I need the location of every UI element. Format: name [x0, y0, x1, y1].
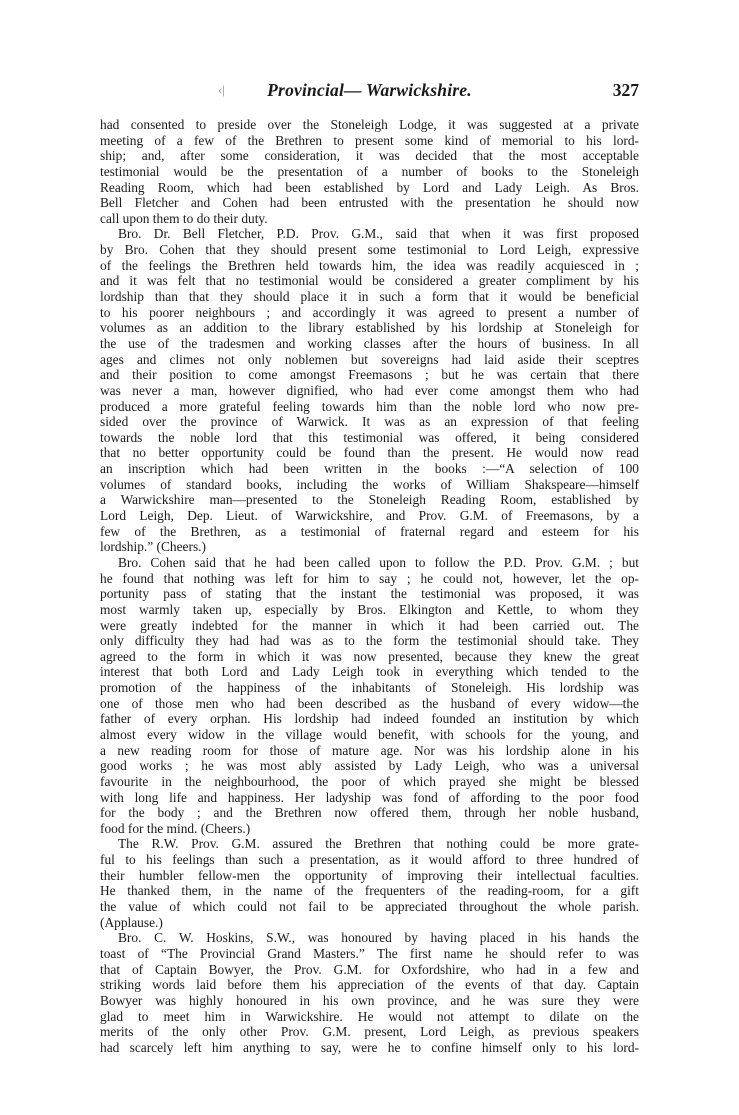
text-line: most warmly taken up, especially by Bros. Elkington and Kettle, to whom they [100, 601, 639, 617]
text-line: lordship than that they should place it in such a form that it would be beneficial [100, 289, 639, 305]
text-line: few of the Brethren, as a testimonial of fraternal regard and esteem for his [100, 523, 639, 539]
text-line: the use of the tradesmen and working classes after the hours of business. In all [100, 335, 639, 351]
text-line: by Bro. Cohen that they should present some testimonial to Lord Leigh, expressive [100, 242, 639, 258]
margin-mark: ‹| [218, 82, 225, 97]
text-line: with long life and happiness. Her ladyship was fond of affording to the poor food [100, 789, 639, 805]
text-line: he found that nothing was left for him to say ; he could not, however, let the op- [100, 570, 639, 586]
running-header [100, 80, 639, 102]
text-line: their humbler fellow-men the opportunity of improving their intellectual faculties. [100, 867, 639, 883]
text-line: produced a more grateful feeling towards him than the noble lord who now pre- [100, 398, 639, 414]
text-line: The R.W. Prov. G.M. assured the Brethren that nothing could be more grate- [118, 836, 639, 852]
text-line: agreed to the form in which it was now presented, because they knew the great [100, 648, 639, 664]
text-line: striking words laid before them his appreciation of the events of that day. Captain [100, 977, 639, 993]
text-line: volumes of standard books, including the works of William Shakspeare—himself [100, 476, 639, 492]
text-line: ages and climes not only noblemen but sovereigns had laid aside their sceptres [100, 351, 639, 367]
text-line: promotion of the happiness of the inhabitants of Stoneleigh. His lordship was [100, 680, 639, 696]
text-line: lordship.” (Cheers.) [100, 539, 206, 555]
text-line: Bowyer was highly honoured in his own province, and he was sure they were [100, 992, 639, 1008]
text-line: to his poorer neighbours ; and accordingly it was agreed to present a number of [100, 304, 639, 320]
text-line: was never a man, however dignified, who had ever come amongst them who had [100, 382, 639, 398]
text-line: toast of “The Provincial Grand Masters.” The first name he should refer to was [100, 945, 639, 961]
text-line: Lord Leigh, Dep. Lieut. of Warwickshire, and Prov. G.M. of Freemasons, by a [100, 508, 639, 524]
text-line: merits of the only other Prov. G.M. present, Lord Leigh, as previous speakers [100, 1024, 639, 1040]
text-line: the value of which could not fail to be appreciated throughout the whole parish. [100, 899, 639, 915]
text-line: He thanked them, in the name of the frequenters of the reading-room, for a gift [100, 883, 639, 899]
text-line: Bro. Cohen said that he had been called upon to follow the P.D. Prov. G.M. ; but [118, 554, 639, 570]
text-line: testimonial would be the presentation of a number of books to the Stoneleigh [100, 163, 639, 179]
text-line: favourite in the neighbourhood, the poor of which prayed she might be blessed [100, 773, 639, 789]
text-line: Reading Room, which had been established by Lord and Lady Leigh. As Bros. [100, 179, 639, 195]
text-line: an inscription which had been written in the books :—“A selection of 100 [100, 461, 639, 477]
text-line: had scarcely left him anything to say, were he to confine himself only to his lord- [100, 1039, 639, 1055]
text-line: that no better opportunity could be found than the present. He would now read [100, 445, 639, 461]
text-line: that of Captain Bowyer, the Prov. G.M. for Oxfordshire, who had in a few and [100, 961, 639, 977]
text-line: only difficulty they had had was as to the form the testimonial should take. They [100, 633, 639, 649]
text-line: ship; and, after some consideration, it was decided that the most acceptable [100, 148, 639, 164]
text-line: one of those men who had been described as the husband of every widow—the [100, 695, 639, 711]
text-line: call upon them to do their duty. [100, 210, 268, 226]
text-line: sided over the province of Warwick. It was as an expression of that feeling [100, 414, 639, 430]
text-line: father of every orphan. His lordship had indeed founded an institution by which [100, 711, 639, 727]
text-line: good works ; he was most ably assisted by Lady Leigh, who was a universal [100, 758, 639, 774]
text-line: portunity pass of stating that the instant the testimonial was proposed, it was [100, 586, 639, 602]
text-line: glad to meet him in Warwickshire. He would not attempt to dilate on the [100, 1008, 639, 1024]
page-number: 327 [612, 80, 639, 100]
text-line: (Applause.) [100, 914, 163, 930]
article-body [100, 117, 639, 1055]
text-line: ful to his feelings than such a presentation, as it would afford to three hundred of [100, 852, 639, 868]
text-line: Bro. Dr. Bell Fletcher, P.D. Prov. G.M., said that when it was first proposed [118, 226, 639, 242]
text-line: for the body ; and the Brethren now offered them, through her noble husband, [100, 805, 639, 821]
text-line: almost every widow in the village would benefit, with schools for the young, and [100, 726, 639, 742]
text-line: meeting of a few of the Brethren to present some kind of memorial to his lord- [100, 132, 639, 148]
text-line: of the feelings the Brethren held towards him, the idea was readily acquiesced in ; [100, 257, 639, 273]
text-line: a new reading room for those of mature age. Nor was his lordship alone in his [100, 742, 639, 758]
text-line: had consented to preside over the Stoneleigh Lodge, it was suggested at a private [100, 117, 639, 132]
text-line: Bro. C. W. Hoskins, S.W., was honoured by having placed in his hands the [118, 930, 639, 946]
text-line: and it was felt that no testimonial would be considered a greater compliment by his [100, 273, 639, 289]
text-line: interest that both Lord and Lady Leigh took in everything which tended to the [100, 664, 639, 680]
text-line: and their position to come amongst Freemasons ; but he was certain that there [100, 367, 639, 383]
text-line: towards the noble lord that this testimonial was offered, it being considered [100, 429, 639, 445]
running-title: Provincial— Warwickshire. [267, 80, 472, 100]
text-line: volumes as an addition to the library established by his lordship at Stoneleigh for [100, 320, 639, 336]
text-line: Bell Fletcher and Cohen had been entrusted with the presentation he should now [100, 195, 639, 211]
text-line: were greatly indebted for the manner in which it had been carried out. The [100, 617, 639, 633]
text-line: food for the mind. (Cheers.) [100, 820, 251, 836]
text-line: a Warwickshire man—presented to the Stoneleigh Reading Room, established by [100, 492, 639, 508]
